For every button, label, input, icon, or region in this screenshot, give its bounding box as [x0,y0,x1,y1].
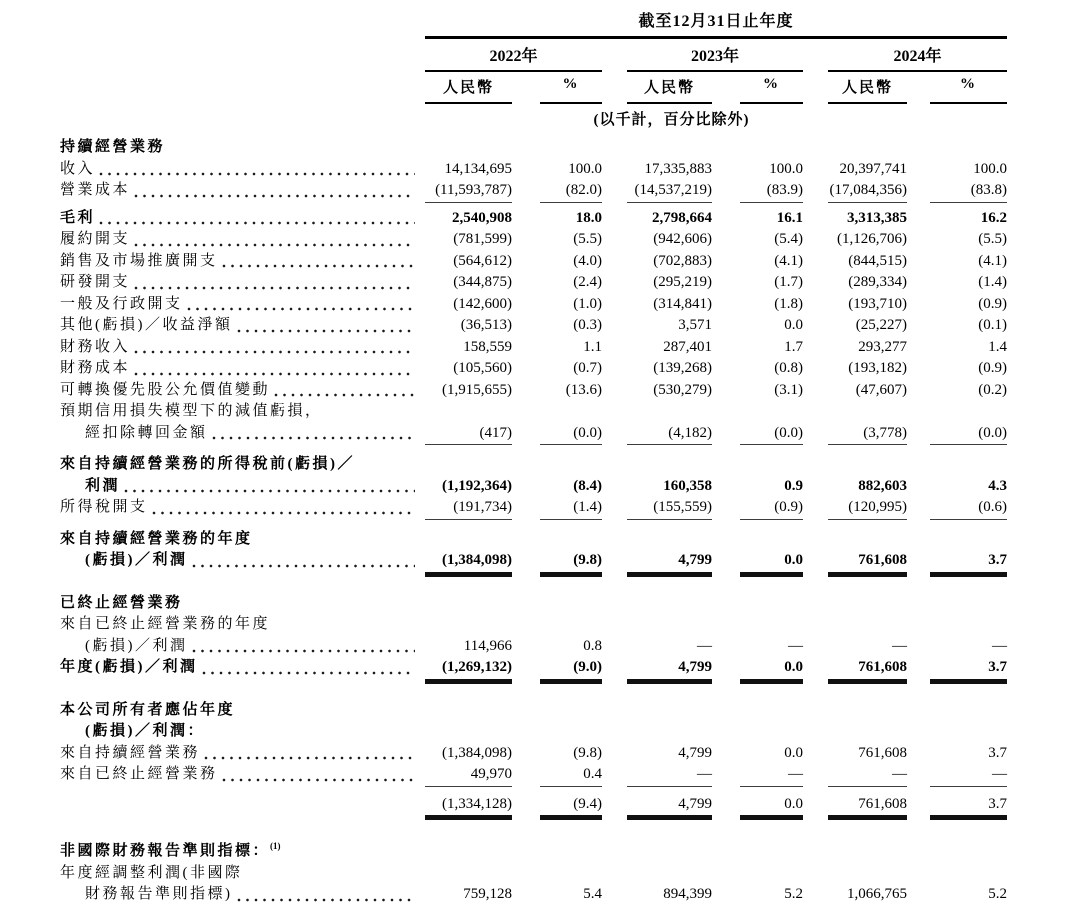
row-label-text: 財務報告準則指標) [85,886,233,902]
row-label-text: 銷售及市場推廣開支 [60,252,218,269]
value-cell: (1,915,655) [442,381,512,398]
value-cell: (1,384,098) [442,744,512,761]
row-label-text: 所得稅開支 [60,499,148,515]
value-cell: 1.7 [784,338,803,355]
value-cell: (0.0) [930,423,1007,446]
row-label [60,251,425,273]
value-cell: 18.0 [575,209,602,226]
row-label [60,593,425,615]
row-label [60,476,425,498]
row-label [60,529,425,551]
value-cell: 1.1 [583,338,602,355]
table-row [60,700,1080,722]
row-label [60,272,425,294]
row-label [60,229,425,251]
value-cell: (14,537,219) [627,180,712,203]
value-cell: 0.0 [740,657,803,680]
col-header-rmb-2023: 人民幣 [627,73,712,104]
row-label-text: 來自持續經營業務的所得稅前(虧損)／ [60,456,355,472]
row-label [60,863,425,885]
value-cell: (295,219) [653,274,712,290]
value-cell: (105,560) [453,360,512,376]
value-cell: (142,600) [453,295,512,312]
row-label [60,884,425,906]
value-cell: — [828,764,907,787]
dot-leader [222,263,415,269]
dot-leader [187,306,415,312]
value-cell: (3.1) [774,381,803,398]
value-cell: 4,799 [678,744,712,761]
value-cell: 894,399 [663,886,712,902]
row-label [60,208,425,230]
value-cell: 2,540,908 [452,209,512,226]
row-label [60,358,425,380]
row-label [60,743,425,765]
value-cell: 14,134,695 [444,160,512,177]
row-label-text: 來自已終止經營業務 [60,766,218,782]
value-cell: (0.9) [978,295,1007,312]
table-row [60,593,1080,615]
value-cell: (530,279) [653,381,712,398]
row-label-text: 來自持續經營業務 [60,744,201,761]
value-cell: — [892,637,907,654]
value-cell: (0.7) [573,360,602,376]
table-row [60,294,1080,316]
value-cell: 100.0 [568,160,602,177]
value-cell: 114,966 [463,637,512,654]
value-cell: 4,799 [627,657,712,680]
value-cell: (11,593,787) [425,180,512,203]
value-cell: — [788,637,803,654]
value-cell: 3,571 [678,317,712,333]
row-label [60,721,425,743]
row-label [60,337,425,359]
table-row [60,454,1080,476]
value-cell: 0.9 [784,477,803,494]
value-cell: 0.4 [540,764,602,787]
value-cell: (844,515) [848,252,907,269]
table-row [60,721,1080,743]
row-label [60,614,425,636]
value-cell: 0.8 [583,637,602,654]
value-cell: (4,182) [627,423,712,446]
value-cell: (1,269,132) [425,657,512,680]
table-row [60,159,1080,181]
row-label [60,294,425,316]
value-cell: (25,227) [855,317,907,333]
row-label [60,700,425,722]
row-label [60,315,425,337]
dot-leader [134,242,415,248]
row-label [60,137,425,159]
year-header-2024: 2024年 [828,40,1007,72]
table-row [60,614,1080,636]
value-cell: (1,384,098) [425,550,512,573]
value-cell: (781,599) [453,231,512,247]
value-cell: 293,277 [858,338,907,355]
value-cell: (0.1) [978,317,1007,333]
row-label-text: 本公司所有者應佔年度 [60,701,236,718]
dot-leader [204,755,415,761]
value-cell: (17,084,356) [828,180,907,203]
value-cell: (702,883) [653,252,712,269]
value-cell: (0.8) [774,360,803,376]
row-label [60,454,425,476]
table-row [60,208,1080,230]
value-cell: 160,358 [663,477,712,494]
row-label [60,636,425,658]
value-cell: (1.7) [774,274,803,290]
value-cell: (1.4) [540,497,602,520]
table-row [60,863,1080,885]
year-header-2022: 2022年 [425,40,602,72]
row-label [60,380,425,402]
value-cell: 761,608 [828,657,907,680]
row-label [60,180,425,202]
row-label-text: 非國際財務報告準則指標：$^{(1)}$ [60,841,281,859]
value-cell: (1,192,364) [442,477,512,494]
value-cell: 5.2 [988,886,1007,902]
value-cell: 0.0 [740,794,803,817]
row-label-text: 財務收入 [60,338,131,355]
value-cell: 3.7 [930,794,1007,817]
value-cell: (13.6) [565,381,602,398]
row-label-text: 其他(虧損)／收益淨額 [60,317,233,333]
dot-leader [134,371,415,377]
table-row [60,423,1080,446]
row-label-text: 收入 [60,160,96,177]
value-cell: (289,334) [848,274,907,290]
table-row [60,358,1080,380]
value-cell: 0.0 [740,550,803,573]
dot-leader [124,488,415,494]
value-cell: 2,798,664 [652,209,712,226]
row-label-text: 預期信用損失模型下的減值虧損， [60,403,323,419]
row-label [60,764,425,786]
value-cell: 5.2 [784,886,803,902]
row-label-text: 持續經營業務 [60,139,166,155]
col-header-rmb-2024: 人民幣 [828,73,907,104]
row-label-text: 年度(虧損)／利潤 [60,659,198,675]
table-row [60,497,1080,520]
value-cell: (4.0) [573,252,602,269]
value-cell: 1,066,765 [847,886,907,902]
value-cell: 100.0 [769,160,803,177]
value-cell: 3.7 [988,744,1007,761]
dot-leader [134,193,415,199]
dot-leader [99,171,415,177]
value-cell: (417) [425,423,512,446]
col-header-pct-2023: % [740,73,803,104]
row-label-text: 研發開支 [60,274,131,290]
col-header-pct-2022: % [540,73,602,104]
dot-leader [237,897,416,903]
dot-leader [192,563,416,569]
value-cell: 4,799 [627,550,712,573]
value-cell: (4.1) [774,252,803,269]
dot-leader [202,670,416,676]
value-cell: (1,334,128) [425,794,512,817]
table-row [60,550,1080,579]
row-label-text: 經扣除轉回金額 [85,424,208,441]
col-header-rmb-2022: 人民幣 [425,73,512,104]
value-cell: (0.3) [573,317,602,333]
value-cell: (344,875) [453,274,512,290]
value-cell: — [627,764,712,787]
value-cell: (9.4) [540,794,602,817]
value-cell: 16.1 [776,209,803,226]
table-row [60,657,1080,686]
value-cell: (0.0) [540,423,602,446]
value-cell: (0.6) [930,497,1007,520]
value-cell: 158,559 [463,338,512,355]
row-label-text: 可轉換優先股公允價值變動 [60,381,271,398]
value-cell: (3,778) [828,423,907,446]
table-row [60,380,1080,402]
value-cell: 16.2 [980,209,1007,226]
dot-leader [99,220,415,226]
value-cell: (83.9) [740,180,803,203]
dot-leader [274,392,415,398]
value-cell: (83.8) [930,180,1007,203]
row-label-text: 財務成本 [60,360,131,376]
value-cell: (0.2) [978,381,1007,398]
year-headers [425,40,1007,72]
table-row [60,764,1080,787]
row-label-text: (虧損)／利潤 [85,552,188,568]
value-cell: (942,606) [653,231,712,247]
row-label-text: 來自已終止經營業務的年度 [60,616,271,632]
row-label-text: 一般及行政開支 [60,295,183,312]
value-cell: 3.7 [930,657,1007,680]
dot-leader [222,777,415,783]
unit-note: (以千計，百分比除外) [593,112,750,128]
col-header-pct-2024: % [930,73,1007,104]
table-row [60,636,1080,658]
value-cell: 761,608 [858,744,907,761]
value-cell: (8.4) [573,477,602,494]
value-cell: 3,313,385 [847,209,907,226]
value-cell: (9.0) [540,657,602,680]
row-label [60,159,425,181]
row-label [60,497,425,519]
table-header [425,8,1007,129]
row-label-text: 毛利 [60,209,96,226]
row-label [60,550,425,572]
value-cell: (2.4) [573,274,602,290]
value-cell: (1.8) [774,295,803,312]
value-cell: (9.8) [573,744,602,761]
value-cell: 0.0 [784,744,803,761]
table-row [60,836,1080,863]
value-cell: 0.0 [784,317,803,333]
dot-leader [134,349,415,355]
value-cell: 1.4 [988,338,1007,355]
value-cell: — [697,637,712,654]
row-label-text: (虧損)／利潤： [85,723,205,739]
table-row [60,794,1080,823]
table-row [60,251,1080,273]
dot-leader [152,510,415,516]
table-row [60,884,1080,906]
value-cell: 4.3 [988,477,1007,494]
row-label [60,423,425,445]
value-cell: — [992,637,1007,654]
row-label-text: 來自持續經營業務的年度 [60,530,253,547]
table-row [60,337,1080,359]
value-cell: (0.9) [740,497,803,520]
value-cell: 882,603 [858,477,907,494]
dot-leader [237,328,416,334]
table-row [60,401,1080,423]
table-row [60,229,1080,251]
value-cell: 761,608 [828,794,907,817]
value-cell: (0.9) [978,360,1007,376]
dot-leader [192,648,416,654]
row-label [60,401,425,423]
dot-leader [134,285,415,291]
table-row [60,476,1080,498]
value-cell: (5.5) [573,231,602,247]
value-cell: (1,126,706) [837,231,907,247]
row-label [60,836,425,863]
value-cell: (193,710) [848,295,907,312]
column-headers [425,73,1007,104]
value-cell: 49,970 [425,764,512,787]
row-label-text: 營業成本 [60,182,131,198]
table-row [60,529,1080,551]
row-label-text: 履約開支 [60,231,131,247]
value-cell: 761,608 [828,550,907,573]
value-cell: (314,841) [653,295,712,312]
value-cell: (5.4) [774,231,803,247]
footnote-marker: (1) [270,841,281,851]
table-row [60,315,1080,337]
table-row [60,137,1080,159]
value-cell: 759,128 [463,886,512,902]
value-cell: (47,607) [855,381,907,398]
value-cell: (5.5) [978,231,1007,247]
value-cell: (139,268) [653,360,712,376]
value-cell: (0.0) [740,423,803,446]
value-cell: 5.4 [583,886,602,902]
value-cell: (191,734) [425,497,512,520]
table-row [60,272,1080,294]
table-row [60,743,1080,765]
value-cell: 100.0 [973,160,1007,177]
value-cell: (9.8) [540,550,602,573]
value-cell: — [930,764,1007,787]
value-cell: (155,559) [627,497,712,520]
value-cell: (4.1) [978,252,1007,269]
row-label [60,657,425,679]
year-header-2023: 2023年 [627,40,803,72]
value-cell: (1.4) [978,274,1007,290]
value-cell: 20,397,741 [839,160,907,177]
value-cell: 287,401 [663,338,712,355]
row-label-text: 年度經調整利潤(非國際 [60,864,243,881]
row-label-text: 利潤 [85,477,121,494]
row-label-text: 已終止經營業務 [60,594,183,611]
value-cell: (1.0) [573,295,602,312]
value-cell: (120,995) [828,497,907,520]
value-cell: (82.0) [540,180,602,203]
table-row [60,180,1080,203]
value-cell: (36,513) [460,317,512,333]
value-cell: 17,335,883 [644,160,712,177]
value-cell: (564,612) [453,252,512,269]
period-title: 截至12月31日止年度 [425,8,1007,39]
value-cell: 3.7 [930,550,1007,573]
dot-leader [212,435,415,441]
value-cell: (193,182) [848,360,907,376]
value-cell: — [740,764,803,787]
row-label-text: (虧損)／利潤 [85,637,188,654]
value-cell: 4,799 [627,794,712,817]
table-body [60,137,1080,906]
